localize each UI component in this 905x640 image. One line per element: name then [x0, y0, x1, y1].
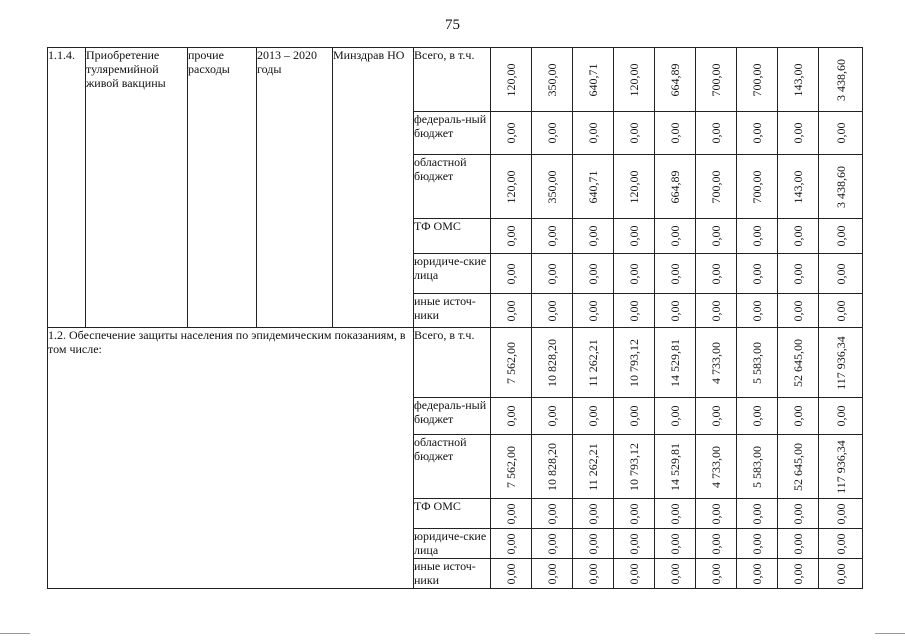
value: 5 583,00: [750, 341, 764, 384]
value: 0,00: [833, 263, 848, 284]
value: 0,00: [833, 405, 848, 427]
value: 0,00: [750, 122, 764, 144]
value-cell: [737, 112, 778, 155]
value: 120,00: [504, 170, 518, 203]
value: 0,00: [750, 405, 764, 427]
value: 120,00: [627, 63, 641, 96]
value: 0,00: [833, 122, 848, 144]
value-cell: [819, 398, 863, 435]
value-cell: [532, 529, 573, 559]
value: 350,00: [545, 170, 559, 203]
value: 0,00: [586, 405, 600, 427]
value-cell: [778, 294, 819, 328]
value: 0,00: [750, 563, 764, 584]
value-cell: [696, 328, 737, 398]
value: 0,00: [709, 300, 723, 321]
value-cell: [614, 294, 655, 328]
value-cell: [532, 559, 573, 589]
value: 0,00: [627, 405, 641, 427]
value: 0,00: [627, 300, 641, 321]
value: 0,00: [833, 225, 848, 247]
value: 0,00: [668, 300, 682, 321]
value: 0,00: [833, 563, 848, 584]
value-cell: [532, 328, 573, 398]
value: 0,00: [504, 300, 518, 321]
value-cell: [573, 328, 614, 398]
value: 0,00: [750, 300, 764, 321]
value-cell: [655, 155, 696, 219]
value-cell: [491, 435, 532, 499]
value-cell: [778, 435, 819, 499]
source-label: Всего, в т.ч.: [414, 328, 491, 398]
value: 0,00: [668, 405, 682, 427]
value-cell: [696, 499, 737, 529]
value-cell: [819, 112, 863, 155]
value-cell: [614, 328, 655, 398]
value: 7 562,00: [504, 341, 518, 384]
value: 0,00: [791, 503, 805, 524]
value: 0,00: [668, 503, 682, 524]
value-cell: [778, 398, 819, 435]
value: 0,00: [627, 263, 641, 284]
source-label: юридиче-ские лица: [414, 254, 491, 294]
value-cell: [573, 529, 614, 559]
item-name: Приобретение туляремийной живой вакцины: [86, 48, 188, 328]
value: 0,00: [791, 405, 805, 427]
value: 0,00: [709, 405, 723, 427]
value: 0,00: [586, 503, 600, 524]
value: 7 562,00: [504, 445, 518, 488]
value: 0,00: [709, 503, 723, 524]
value: 0,00: [504, 503, 518, 524]
value-cell: [614, 155, 655, 219]
value-cell: [614, 254, 655, 294]
value-cell: [573, 559, 614, 589]
item-code: 1.1.4.: [48, 48, 86, 328]
value-cell: [614, 529, 655, 559]
value: 0,00: [791, 563, 805, 584]
value-cell: [819, 155, 863, 219]
value: 120,00: [504, 63, 518, 96]
source-label: юридиче-ские лица: [414, 529, 491, 559]
value-cell: [573, 435, 614, 499]
source-label: ТФ ОМС: [414, 499, 491, 529]
value-cell: [655, 48, 696, 112]
value: 11 262,21: [586, 338, 600, 387]
value: 0,00: [750, 263, 764, 284]
source-label: иные источ-ники: [414, 294, 491, 328]
value-cell: [573, 254, 614, 294]
source-label: федераль-ный бюджет: [414, 112, 491, 155]
source-label: областной бюджет: [414, 435, 491, 499]
value: 0,00: [791, 122, 805, 144]
value-cell: [491, 254, 532, 294]
value-cell: [778, 48, 819, 112]
value: 0,00: [545, 300, 559, 321]
value: 700,00: [750, 170, 764, 203]
value-cell: [696, 294, 737, 328]
value-cell: [573, 155, 614, 219]
value: 0,00: [668, 563, 682, 584]
value: 0,00: [791, 263, 805, 284]
value: 0,00: [750, 533, 764, 554]
value: 0,00: [627, 225, 641, 247]
value: 0,00: [709, 225, 723, 247]
value-cell: [655, 529, 696, 559]
value-cell: [614, 559, 655, 589]
budget-table: [47, 47, 863, 589]
value: 10 828,20: [545, 338, 559, 387]
value: 0,00: [709, 563, 723, 584]
value-cell: [532, 398, 573, 435]
value: 0,00: [791, 533, 805, 554]
value: 10 793,12: [627, 442, 641, 491]
value-cell: [819, 499, 863, 529]
value-cell: [696, 219, 737, 254]
value: 143,00: [791, 170, 805, 203]
source-label: ТФ ОМС: [414, 219, 491, 254]
value-cell: [573, 398, 614, 435]
value-cell: [737, 559, 778, 589]
value: 664,89: [668, 63, 682, 96]
value: 3 438,60: [833, 165, 848, 208]
value-cell: [655, 112, 696, 155]
table-row: [48, 48, 863, 112]
value-cell: [532, 254, 573, 294]
value: 5 583,00: [750, 445, 764, 488]
value-cell: [614, 398, 655, 435]
value-cell: [696, 155, 737, 219]
value: 3 438,60: [833, 58, 848, 101]
value: 0,00: [627, 122, 641, 144]
value: 0,00: [586, 225, 600, 247]
value-cell: [737, 499, 778, 529]
value: 0,00: [586, 300, 600, 321]
value-cell: [737, 254, 778, 294]
value-cell: [696, 48, 737, 112]
value: 0,00: [668, 225, 682, 247]
period: 2013 – 2020 годы: [257, 48, 333, 328]
value-cell: [614, 499, 655, 529]
value-cell: [696, 112, 737, 155]
value-cell: [778, 254, 819, 294]
table-row: [48, 328, 863, 398]
value-cell: [819, 559, 863, 589]
scan-mark: [875, 633, 905, 634]
value: 14 529,81: [668, 442, 682, 491]
value-cell: [614, 48, 655, 112]
value: 0,00: [504, 122, 518, 144]
value: 14 529,81: [668, 338, 682, 387]
value: 0,00: [668, 122, 682, 144]
value-cell: [655, 435, 696, 499]
source-label: федераль-ный бюджет: [414, 398, 491, 435]
value: 0,00: [833, 503, 848, 524]
executor: Минздрав НО: [333, 48, 414, 328]
value: 0,00: [586, 122, 600, 144]
value-cell: [778, 112, 819, 155]
value: 0,00: [750, 503, 764, 524]
value: 700,00: [709, 63, 723, 96]
value-cell: [737, 294, 778, 328]
value: 52 645,00: [791, 338, 805, 387]
value-cell: [532, 155, 573, 219]
value-cell: [573, 219, 614, 254]
value: 0,00: [504, 533, 518, 554]
value-cell: [819, 254, 863, 294]
value-cell: [491, 219, 532, 254]
value-cell: [737, 398, 778, 435]
value-cell: [491, 294, 532, 328]
value: 0,00: [504, 405, 518, 427]
value-cell: [696, 254, 737, 294]
value-cell: [778, 328, 819, 398]
value: 117 936,34: [833, 439, 848, 494]
value-cell: [532, 499, 573, 529]
expense-type: прочие расходы: [188, 48, 257, 328]
value-cell: [778, 529, 819, 559]
value: 0,00: [504, 225, 518, 247]
value-cell: [778, 499, 819, 529]
value: 0,00: [627, 503, 641, 524]
section-title: 1.2. Обеспечение защиты населения по эпидемическим показаниям, в том числе:: [48, 328, 414, 589]
value-cell: [655, 219, 696, 254]
value-cell: [491, 48, 532, 112]
value: 4 733,00: [709, 445, 723, 488]
source-label: иные источ-ники: [414, 559, 491, 589]
value-cell: [819, 219, 863, 254]
value-cell: [491, 112, 532, 155]
value: 0,00: [833, 300, 848, 321]
value-cell: [819, 328, 863, 398]
scan-mark: [0, 633, 30, 634]
value: 0,00: [709, 263, 723, 284]
value: 0,00: [586, 563, 600, 584]
value-cell: [696, 435, 737, 499]
value-cell: [614, 219, 655, 254]
value: 10 828,20: [545, 442, 559, 491]
value: 0,00: [586, 263, 600, 284]
value: 0,00: [545, 122, 559, 144]
value-cell: [778, 559, 819, 589]
value-cell: [573, 499, 614, 529]
value-cell: [819, 435, 863, 499]
value: 0,00: [791, 300, 805, 321]
value: 350,00: [545, 63, 559, 96]
value: 4 733,00: [709, 341, 723, 384]
value: 0,00: [545, 263, 559, 284]
value: 700,00: [750, 63, 764, 96]
page-number: 75: [445, 17, 460, 33]
value-cell: [655, 328, 696, 398]
value-cell: [532, 112, 573, 155]
value-cell: [655, 398, 696, 435]
value-cell: [655, 559, 696, 589]
value: 640,71: [586, 63, 600, 96]
value-cell: [655, 499, 696, 529]
value-cell: [737, 155, 778, 219]
value-cell: [737, 435, 778, 499]
value-cell: [491, 529, 532, 559]
value: 52 645,00: [791, 442, 805, 491]
source-label: областной бюджет: [414, 155, 491, 219]
value: 0,00: [504, 263, 518, 284]
value: 0,00: [545, 533, 559, 554]
value-cell: [819, 529, 863, 559]
value-cell: [819, 294, 863, 328]
value-cell: [491, 499, 532, 529]
value: 11 262,21: [586, 442, 600, 491]
value: 0,00: [545, 225, 559, 247]
value-cell: [573, 112, 614, 155]
value: 143,00: [791, 63, 805, 96]
value-cell: [532, 219, 573, 254]
value: 117 936,34: [833, 335, 848, 390]
value: 120,00: [627, 170, 641, 203]
value-cell: [819, 48, 863, 112]
value-cell: [696, 529, 737, 559]
value-cell: [491, 328, 532, 398]
value: 0,00: [627, 563, 641, 584]
value: 0,00: [504, 563, 518, 584]
value: 0,00: [586, 533, 600, 554]
source-label: Всего, в т.ч.: [414, 48, 491, 112]
value-cell: [532, 48, 573, 112]
value: 0,00: [668, 533, 682, 554]
value: 10 793,12: [627, 338, 641, 387]
value-cell: [696, 559, 737, 589]
value: 0,00: [750, 225, 764, 247]
value-cell: [778, 219, 819, 254]
value: 664,89: [668, 170, 682, 203]
value: 700,00: [709, 170, 723, 203]
value: 0,00: [627, 533, 641, 554]
value: 0,00: [545, 503, 559, 524]
value: 0,00: [545, 405, 559, 427]
value-cell: [655, 294, 696, 328]
value-cell: [737, 48, 778, 112]
value-cell: [778, 155, 819, 219]
value-cell: [614, 112, 655, 155]
value: 0,00: [833, 533, 848, 554]
value-cell: [491, 155, 532, 219]
value-cell: [655, 254, 696, 294]
value-cell: [737, 328, 778, 398]
value-cell: [696, 398, 737, 435]
value: 640,71: [586, 170, 600, 203]
value-cell: [532, 294, 573, 328]
value-cell: [491, 398, 532, 435]
value-cell: [737, 219, 778, 254]
value: 0,00: [545, 563, 559, 584]
value-cell: [573, 48, 614, 112]
value: 0,00: [668, 263, 682, 284]
value: 0,00: [709, 533, 723, 554]
value: 0,00: [709, 122, 723, 144]
value-cell: [614, 435, 655, 499]
value-cell: [737, 529, 778, 559]
value: 0,00: [791, 225, 805, 247]
value-cell: [491, 559, 532, 589]
value-cell: [532, 435, 573, 499]
value-cell: [573, 294, 614, 328]
